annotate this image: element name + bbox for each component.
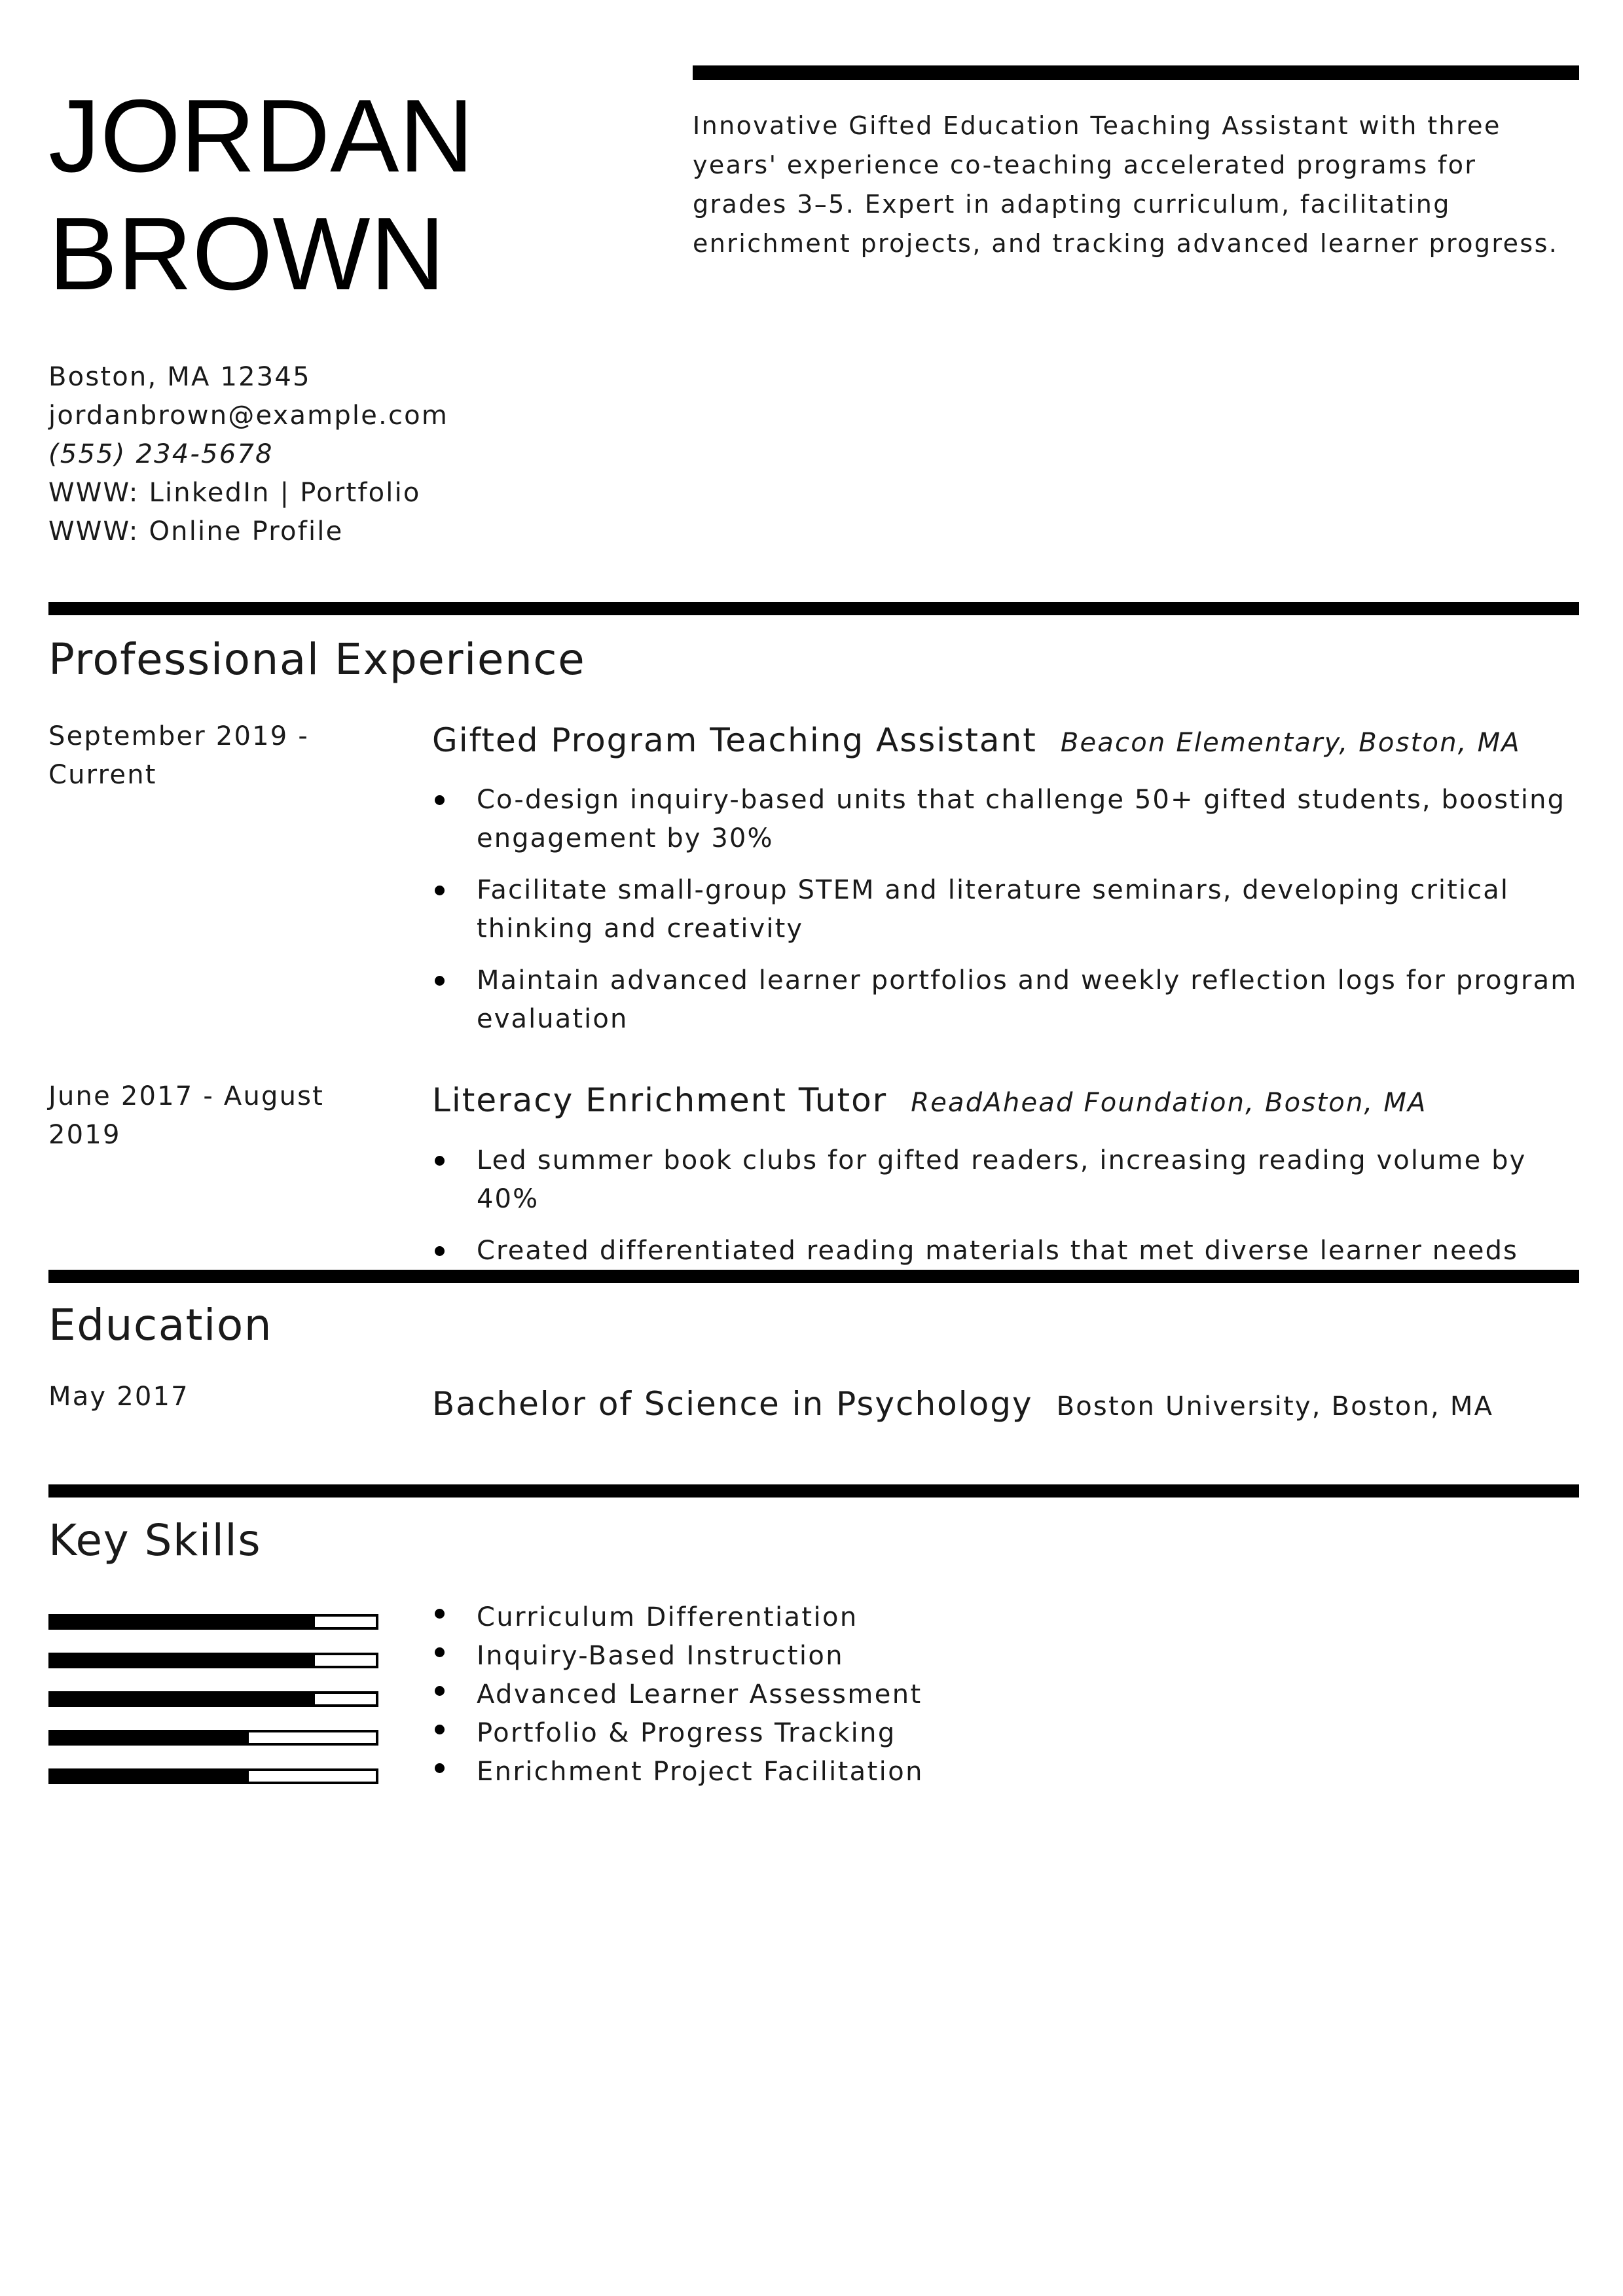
bullet-icon [435, 886, 445, 895]
job-bullets [432, 781, 1584, 1039]
contact-block [48, 358, 448, 551]
list-item: Led summer book clubs for gifted readers, increasing reading volume by 40% [432, 1141, 1584, 1219]
list-item: Curriculum Differentiation [432, 1598, 1349, 1637]
skill-level-bar [48, 1691, 378, 1707]
education-heading [432, 1385, 1493, 1423]
contact-email[interactable]: jordanbrown@example.com [48, 401, 448, 431]
job-heading [432, 1081, 1427, 1119]
skill-level-fill [51, 1655, 315, 1666]
bullet-icon [435, 1763, 445, 1773]
section-title-education: Education [48, 1300, 273, 1350]
skill-level-fill [51, 1694, 315, 1704]
section-rule [48, 1270, 1579, 1283]
candidate-name [48, 77, 474, 313]
contact-web-links[interactable]: WWW: LinkedIn | Portfolio [48, 478, 421, 508]
skills-list [432, 1598, 1349, 1791]
professional-summary: Innovative Gifted Education Teaching Assistant with three years' experience co-teaching accelerated programs for grades 3–5. Expert in adapting curriculum, facilitating enrichment projects, and tracking advanced learner progress. [693, 111, 1559, 258]
skill-level-bar [48, 1730, 378, 1746]
job-title: Literacy Enrichment Tutor [432, 1081, 888, 1119]
list-item: Inquiry-Based Instruction [432, 1637, 1349, 1676]
skill-level-fill [51, 1771, 249, 1782]
bullet-icon [435, 1647, 445, 1657]
list-item: Portfolio & Progress Tracking [432, 1714, 1349, 1753]
job-organization: Beacon Elementary, Boston, MA [1060, 728, 1521, 758]
bullet-icon [435, 1609, 445, 1619]
education-date: May 2017 [48, 1382, 189, 1412]
job-heading [432, 721, 1521, 759]
list-item: Created differentiated reading materials that met diverse learner needs [432, 1232, 1584, 1270]
section-title-skills: Key Skills [48, 1515, 262, 1566]
header-rule [693, 65, 1579, 80]
list-item: Advanced Learner Assessment [432, 1676, 1349, 1714]
skill-level-fill [51, 1732, 249, 1743]
skill-level-bar [48, 1614, 378, 1630]
list-item: Co-design inquiry-based units that challenge 50+ gifted students, boosting engagement by 30% [432, 781, 1584, 858]
skill-level-bar [48, 1768, 378, 1784]
contact-web-profile[interactable]: WWW: Online Profile [48, 516, 344, 547]
section-title-experience: Professional Experience [48, 634, 586, 685]
last-name: BROWN [48, 196, 445, 312]
bullet-icon [435, 1686, 445, 1696]
job-title: Gifted Program Teaching Assistant [432, 721, 1037, 759]
list-item: Maintain advanced learner portfolios and weekly reflection logs for program evaluation [432, 961, 1584, 1039]
contact-address: Boston, MA 12345 [48, 362, 311, 392]
section-rule [48, 1484, 1579, 1498]
job-organization: ReadAhead Foundation, Boston, MA [911, 1088, 1427, 1118]
job-dates: June 2017 - August 2019 [48, 1081, 325, 1150]
first-name: JORDAN [48, 79, 474, 194]
contact-phone[interactable]: (555) 234-5678 [48, 439, 274, 469]
list-item: Enrichment Project Facilitation [432, 1753, 1349, 1791]
bullet-icon [435, 1246, 445, 1256]
section-rule [48, 602, 1579, 615]
skill-level-fill [51, 1617, 315, 1627]
job-dates: September 2019 - Current [48, 721, 309, 790]
skill-level-bar [48, 1653, 378, 1668]
school: Boston University, Boston, MA [1056, 1391, 1494, 1422]
bullet-icon [435, 1725, 445, 1734]
bullet-icon [435, 795, 445, 805]
bullet-icon [435, 1156, 445, 1166]
bullet-icon [435, 976, 445, 986]
job-bullets [432, 1141, 1584, 1270]
list-item: Facilitate small-group STEM and literature seminars, developing critical thinking and creativity [432, 871, 1584, 948]
degree: Bachelor of Science in Psychology [432, 1385, 1033, 1423]
